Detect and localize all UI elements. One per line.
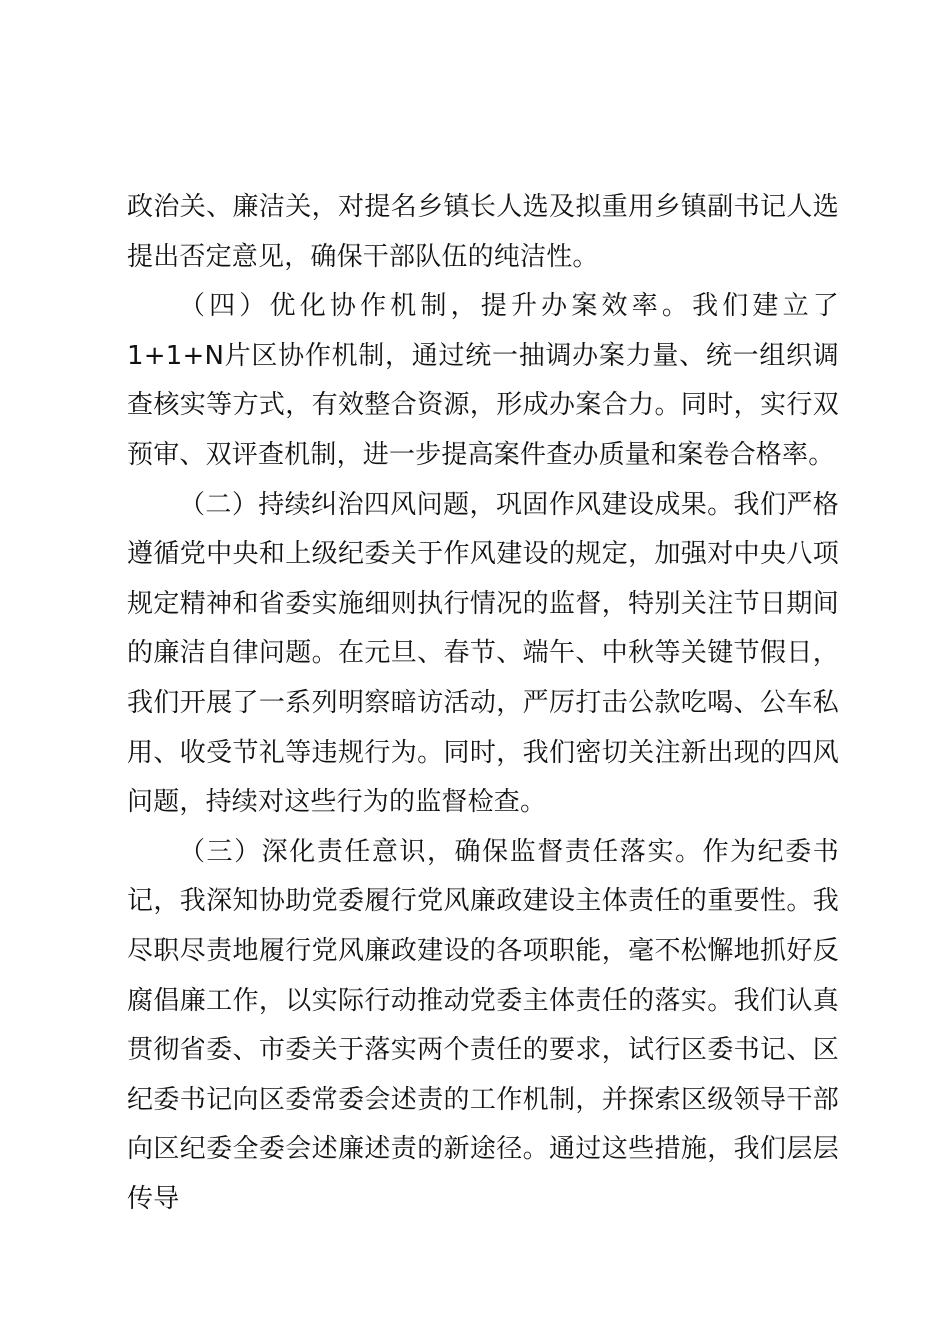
paragraph-section-two: （二）持续纠治四风问题，巩固作风建设成果。我们严格遵循党中央和上级纪委关于作风建设的规定，加强对中央八项规定精神和省委实施细则执行情况的监督，特别关注节日期间的廉洁自律问题。在元旦、春节、端午、中秋等关键节假日，我们开展了一系列明察暗访活动，严厉打击公款吃喝、公车私用、收受节礼等违规行为。同时，我们密切关注新出现的四风问题，持续对这些行为的监督检查。 [127, 489, 839, 818]
paragraph-section-four: （四）优化协作机制，提升办案效率。我们建立了1+1+N片区协作机制，通过统一抽调办案力量、统一组织调查核实等方式，有效整合资源，形成办案合力。同时，实行双预审、双评查机制，进一步提高案件查办质量和案卷合格率。 [127, 291, 839, 470]
document-body [127, 183, 839, 1224]
paragraph-section-three: （三）深化责任意识，确保监督责任落实。作为纪委书记，我深知协助党委履行党风廉政建设主体责任的重要性。我尽职尽责地履行党风廉政建设的各项职能，毫不松懈地抓好反腐倡廉工作，以实际行动推动党委主体责任的落实。我们认真贯彻省委、市委关于落实两个责任的要求，试行区委书记、区纪委书记向区委常委会述责的工作机制，并探索区级领导干部向区纪委全委会述廉述责的新途径。通过这些措施，我们层层传导 [127, 836, 839, 1214]
paragraph-continuation: 政治关、廉洁关，对提名乡镇长人选及拟重用乡镇副书记人选提出否定意见，确保干部队伍的纯洁性。 [127, 192, 839, 272]
